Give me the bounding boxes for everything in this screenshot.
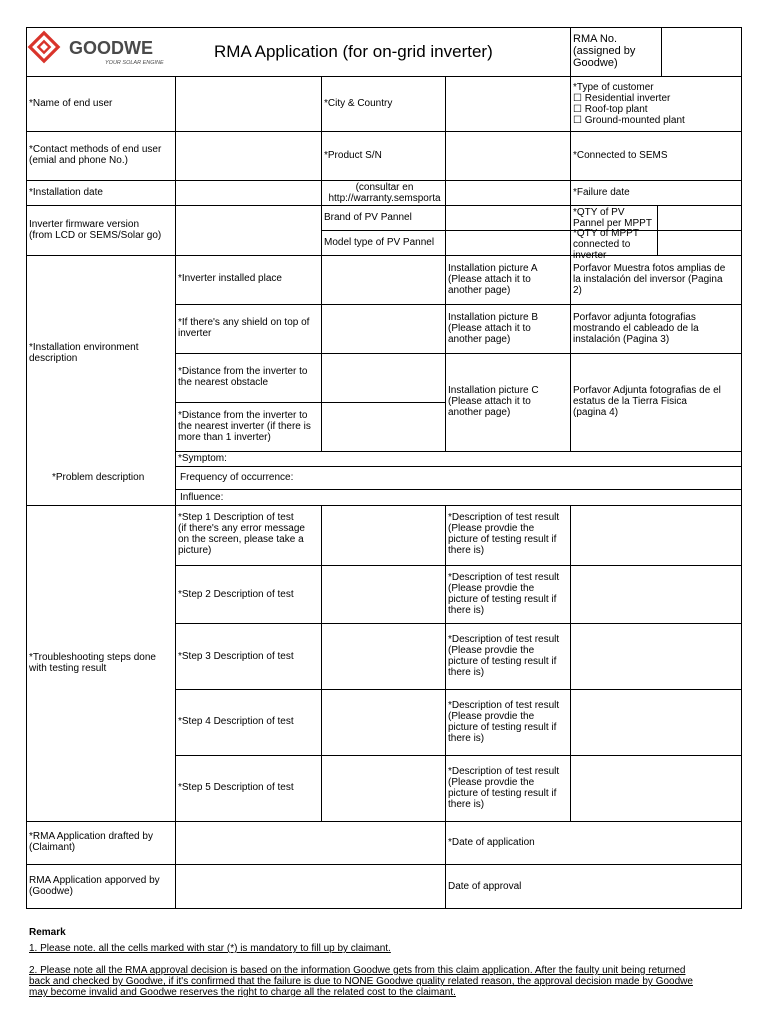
distance-obstacle-label: *Distance from the inverter to the nearest obstacle <box>178 366 308 388</box>
date-approval-label: Date of approval <box>448 881 522 892</box>
picture-a-label: Installation picture A (Please attach it to another page) <box>448 263 538 296</box>
result5-label: *Description of test result (Please provdie the picture of testing result if there is) <box>448 766 560 810</box>
grid-line <box>570 255 571 451</box>
installed-place-label: *Inverter installed place <box>178 273 282 284</box>
rma-no-label: RMA No. (assigned by Goodwe) <box>573 33 636 69</box>
goodwe-logo <box>29 32 179 66</box>
step4-label: *Step 4 Description of test <box>178 716 294 727</box>
result2-label: *Description of test result (Please provdie the picture of testing result if there is) <box>448 572 560 616</box>
goodwe-logo-icon <box>29 32 179 66</box>
logo-tagline: YOUR SOLAR ENGINE <box>105 60 164 66</box>
remark-1: 1. Please note. all the cells marked with star (*) is mandatory to fill up by claimant. <box>29 943 391 954</box>
grid-line <box>657 230 658 255</box>
shield-label: *If there's any shield on top of inverter <box>178 317 310 339</box>
end-user-label: *Name of end user <box>29 98 113 109</box>
grid-line <box>570 505 571 821</box>
grid-line <box>26 76 741 77</box>
result1-label: *Description of test result (Please provdie the picture of testing result if there is) <box>448 512 560 556</box>
grid-line <box>445 505 446 908</box>
grid-line <box>321 230 741 231</box>
grid-line <box>26 908 741 909</box>
picture-b-label: Installation picture B (Please attach it to another page) <box>448 312 539 345</box>
grid-line <box>321 255 322 451</box>
grid-line <box>26 864 741 865</box>
remark-title: Remark <box>29 927 66 938</box>
drafted-by-label: *RMA Application drafted by (Claimant) <box>29 831 153 853</box>
grid-line <box>175 353 741 354</box>
grid-line <box>175 451 741 452</box>
step2-label: *Step 2 Description of test <box>178 589 294 600</box>
grid-line <box>445 255 446 451</box>
picture-a-note: Porfavor Muestra fotos amplias de la instalación del inversor (Pagina 2) <box>573 263 726 296</box>
problem-label: *Problem description <box>52 472 145 483</box>
picture-c-label: Installation picture C (Please attach it to another page) <box>448 385 539 418</box>
grid-line <box>570 27 571 256</box>
qty-pv-label: *QTY of PV Pannel per MPPT <box>573 207 652 229</box>
grid-line <box>26 821 741 822</box>
grid-line <box>26 27 741 28</box>
grid-line <box>26 505 741 506</box>
grid-line <box>175 466 741 467</box>
grid-line <box>175 565 741 566</box>
logo-wordmark: GOODWE <box>69 38 153 58</box>
product-sn-label: *Product S/N <box>324 150 382 161</box>
grid-line <box>26 205 741 206</box>
step3-label: *Step 3 Description of test <box>178 651 294 662</box>
picture-b-note: Porfavor adjunta fotografias mostrando el cableado de la instalación (Pagina 3) <box>573 312 699 345</box>
grid-line <box>175 755 741 756</box>
city-country-label: *City & Country <box>324 98 393 109</box>
pv-model-label: Model type of PV Pannel <box>324 237 435 248</box>
warranty-note: (consultar en http://warranty.semsporta <box>328 182 441 204</box>
remark-2: 2. Please note all the RMA approval decision is based on the information Goodwe gets from this claim application. After the faulty unit being returned back and checked by Goodwe, if it's confirmed that the failure is due to NONE Goodwe quality related reason, the approval decision made by Goodwe may become invalid and Goodwe reserves the right to charge all the related cost to the claimant. <box>29 965 693 998</box>
grid-line <box>26 180 741 181</box>
connected-sems-label: *Connected to SEMS <box>573 150 668 161</box>
firmware-label: Inverter firmware version (from LCD or SEMS/Solar go) <box>29 219 162 241</box>
grid-line <box>661 27 662 76</box>
picture-c-note: Porfavor Adjunta fotografias de el estatus de la Tierra Fisica (pagina 4) <box>573 385 721 418</box>
grid-line <box>26 27 27 909</box>
frequency-label: Frequency of occurrence: <box>180 472 294 483</box>
distance-inverter-label: *Distance from the inverter to the nearest inverter (if there is more than 1 inverter) <box>178 410 311 443</box>
step1-label: *Step 1 Description of test (if there's any error message on the screen, please take a picture) <box>178 512 305 556</box>
grid-line <box>741 27 742 909</box>
grid-line <box>175 76 176 908</box>
contact-label: *Contact methods of end user (emial and phone No.) <box>29 144 162 166</box>
date-application-label: *Date of application <box>448 837 535 848</box>
grid-line <box>26 131 741 132</box>
grid-line <box>321 76 322 256</box>
approved-by-label: RMA Application apporved by (Goodwe) <box>29 875 160 897</box>
step5-label: *Step 5 Description of test <box>178 782 294 793</box>
customer-type-label: *Type of customer ☐ Residential inverter ☐ Roof-top plant ☐ Ground-mounted plant <box>573 82 685 126</box>
grid-line <box>657 205 658 230</box>
symptom-label: *Symptom: <box>178 453 227 464</box>
page-title: RMA Application (for on-grid inverter) <box>214 42 493 61</box>
grid-line <box>321 505 322 821</box>
grid-line <box>175 623 741 624</box>
grid-line <box>175 689 741 690</box>
troubleshooting-label: *Troubleshooting steps done with testing result <box>29 652 156 674</box>
grid-line <box>26 255 741 256</box>
qty-mppt-label: *QTY of MPPT connected to inverter <box>573 228 639 261</box>
influence-label: Influence: <box>180 492 224 503</box>
environment-label: *Installation environment description <box>29 342 139 364</box>
grid-line <box>445 76 446 256</box>
result3-label: *Description of test result (Please provdie the picture of testing result if there is) <box>448 634 560 678</box>
result4-label: *Description of test result (Please provdie the picture of testing result if there is) <box>448 700 560 744</box>
grid-line <box>175 489 741 490</box>
grid-line <box>175 304 741 305</box>
grid-line <box>175 402 445 403</box>
pv-brand-label: Brand of PV Pannel <box>324 212 412 223</box>
install-date-label: *Installation date <box>29 187 103 198</box>
failure-date-label: *Failure date <box>573 187 630 198</box>
